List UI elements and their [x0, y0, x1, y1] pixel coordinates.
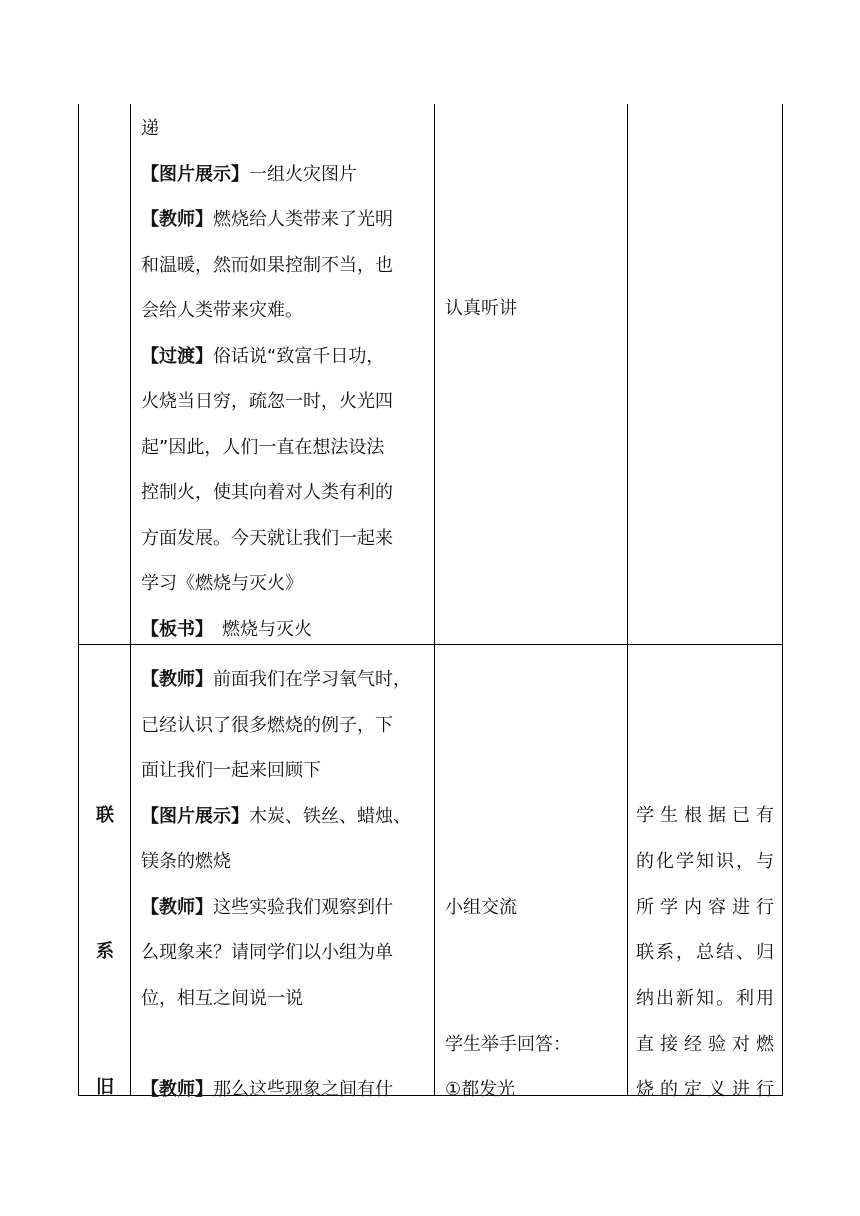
- intent-line: 联系，总结、归: [636, 942, 774, 963]
- stage-cell: [79, 104, 131, 645]
- intent-line: 烧的定义进行: [636, 1079, 774, 1100]
- text-line: 【图片展示】一组火灾图片: [141, 163, 357, 185]
- text-line: 【教师】前面我们在学习氧气时，: [141, 669, 411, 690]
- design-intent-cell: [628, 104, 783, 645]
- text-line: 【教师】那么这些现象之间有什: [141, 1078, 393, 1100]
- text-line: 镁条的燃烧: [141, 851, 231, 872]
- student-activity-cell: [435, 645, 628, 1100]
- table-row: [79, 645, 783, 1096]
- stage-char: 联: [96, 805, 114, 826]
- text-line: 【过渡】俗话说“致富千日功，: [141, 345, 385, 367]
- text-line: 控制火，使其向着对人类有利的: [141, 482, 393, 503]
- intent-line: 的化学知识，与: [636, 851, 774, 872]
- text-line: 【图片展示】木炭、铁丝、蜡烛、: [141, 805, 411, 827]
- text-line: 会给人类带来灾难。: [141, 300, 303, 321]
- table-row: [79, 104, 783, 645]
- intent-line: 纳出新知。利用: [636, 988, 774, 1009]
- stage-cell: [79, 645, 131, 1096]
- teacher-activity-cell: [131, 645, 435, 1100]
- lesson-plan-table: [78, 104, 783, 1100]
- intent-line: 所学内容进行: [636, 897, 774, 918]
- text-line: 面让我们一起来回顾下: [141, 760, 321, 781]
- student-text: 认真听讲: [445, 298, 517, 319]
- text-line: 【板书】 燃烧与灭火: [141, 618, 312, 640]
- teacher-activity-cell: [131, 104, 435, 645]
- text-line: 学习《燃烧与灭火》: [141, 573, 303, 594]
- student-text: 小组交流: [445, 897, 517, 918]
- intent-line: 直接经验对燃: [636, 1034, 774, 1055]
- text-line: 方面发展。今天就让我们一起来: [141, 527, 393, 549]
- text-line: 和温暖，然而如果控制不当，也: [141, 254, 393, 276]
- text-line: 火烧当日穷，疏忽一时，火光四: [141, 391, 393, 412]
- text-line: 已经认识了很多燃烧的例子，下: [141, 714, 393, 736]
- text-line: 递: [141, 118, 159, 139]
- text-line: 么现象来？请同学们以小组为单: [141, 942, 393, 963]
- stage-char: 系: [96, 941, 114, 962]
- student-activity-cell: [435, 104, 628, 645]
- text-line: 起”因此，人们一直在想法设法: [141, 436, 385, 458]
- text-line: 位，相互之间说一说: [141, 987, 303, 1009]
- text-line: 【教师】这些实验我们观察到什: [141, 896, 393, 918]
- design-intent-cell: [628, 645, 783, 1100]
- text-line: [131, 1021, 434, 1067]
- text-line: 【教师】燃烧给人类带来了光明: [141, 209, 393, 230]
- student-text: 学生举手回答：: [445, 1034, 571, 1055]
- intent-line: 学生根据已有: [636, 805, 774, 826]
- stage-char: 旧: [96, 1077, 114, 1098]
- student-text: ①都发光: [445, 1079, 516, 1100]
